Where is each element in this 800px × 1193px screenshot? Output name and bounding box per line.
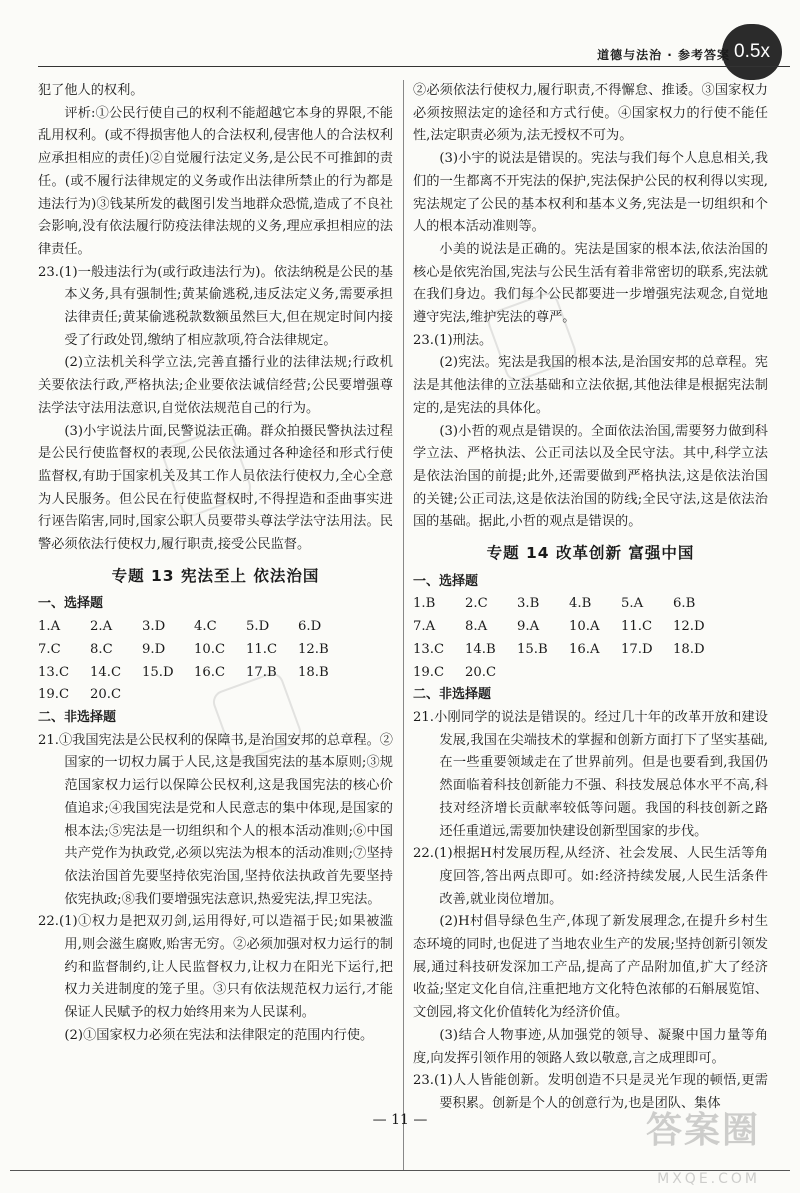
paragraph: (3)小哲的观点是错误的。全面依法治国,需要努力做到科学立法、严格执法、公正司法以及全民守法。其中,科学立法是依法治国的前提;此外,还需要做到严格执法,这是依法治国的关键;公正司法,这是依法治国的防线;全民守法,这是依法治国的基础。据此,小哲的观点是错误的。 [413, 423, 768, 530]
answer-list [413, 593, 768, 684]
answer-item: 12.B [298, 641, 329, 657]
paragraph: (2)宪法。宪法是我国的根本法,是治国安邦的总章程。宪法是其他法律的立法基础和立法依据,其他法律是根据宪法制定的,是宪法的具体化。 [413, 355, 768, 416]
paragraph: 评析:①公民行使自己的权利不能超越它本身的界限,不能乱用权利。(或不得损害他人的合法权利,侵害他人的合法权利应承担相应的责任)②自觉履行法定义务,是公民不可推卸的责任。(或不履行法律规定的义务或作出法律所禁止的行为都是违法行为)③钱某所发的截图引发当地群众恐慌,造成了不良社会影响,没有依法履行防疫法律法规的义务,理应承担相应的法律责任。 [38, 105, 393, 257]
answer-item: 8.A [465, 619, 488, 635]
answer-item: 19.C [413, 664, 445, 680]
watermark-logo: 答案圈 [645, 1110, 760, 1151]
answer-item: 16.A [569, 641, 600, 657]
column-divider [403, 80, 404, 1170]
answer-item: 16.C [194, 664, 226, 680]
answer-item: 4.C [194, 619, 217, 635]
answer-item: 6.D [298, 619, 322, 635]
watermark-url: MXQE.COM [657, 1171, 760, 1187]
subsection-title: 一、选择题 [38, 596, 104, 612]
paragraph: 23.(1)刑法。 [413, 332, 493, 348]
paragraph: 23.(1)人人皆能创新。发明创造不只是灵光乍现的顿悟,更需要积累。创新是个人的创意行为,也是团队、集体 [413, 1073, 768, 1111]
answer-item: 17.B [246, 664, 277, 680]
answer-item: 19.C [38, 687, 70, 703]
subsection-title: 二、非选择题 [38, 709, 117, 725]
answer-item: 7.A [413, 619, 436, 635]
playback-speed-badge[interactable]: 0.5x [722, 24, 782, 80]
answer-item: 4.B [569, 596, 592, 612]
section-title: 专题 13 宪法至上 依法治国 [111, 566, 320, 585]
answer-item: 3.B [517, 596, 540, 612]
answer-item: 14.C [90, 664, 122, 680]
paragraph: 22.(1)①权力是把双刃剑,运用得好,可以造福于民;如果被滥用,则会滋生腐败,贻害无穷。②必须加强对权力运行的制约和监督制约,让人民监督权力,让权力在阳光下运行,把权力关进制度的笼子里。③只有依法规范权力运行,才能保证人民赋予的权力始终用来为人民谋利。 [38, 914, 393, 1021]
right-column [413, 80, 768, 1116]
answer-item: 15.D [142, 664, 174, 680]
answer-item: 3.D [142, 619, 166, 635]
answer-item: 17.D [621, 641, 653, 657]
header-rule [38, 66, 790, 67]
answer-item: 13.C [413, 641, 445, 657]
paragraph: (3)小宇说法片面,民警说法正确。群众拍摄民警执法过程是公民行使监督权的表现,公民依法通过各种途径和形式行使监督权,有助于国家机关及其工作人员依法行使权力,全心全意为人民服务。但公民在行使监督权时,不得捏造和歪曲事实进行诬告陷害,同时,国家公职人员要带头尊法学法守法用法。民警必须依法行使权力,履行职责,接受公民监督。 [38, 423, 393, 553]
paragraph: 21.小刚同学的说法是错误的。经过几十年的改革开放和建设发展,我国在尖端技术的掌握和创新方面打下了坚实基础,在一些重要领域走在了世界前列。但是也要看到,我国仍然面临着科技创新能力不强、科技发展总体水平不高,科技对经济增长贡献率较低等问题。我国的科技创新之路还任重道远,需要加快建设创新型国家的步伐。 [413, 709, 768, 839]
page-header-title: 道德与法治 · 参考答案 [597, 48, 730, 62]
answer-list [38, 616, 393, 707]
page-number: — 11 — [372, 1112, 428, 1128]
paragraph: 21.①我国宪法是公民权利的保障书,是治国安邦的总章程。②国家的一切权力属于人民,这是我国宪法的基本原则;③规范国家权力运行以保障公民权利,这是我国宪法的核心价值追求;④我国宪法是党和人民意志的集中体现,是国家的根本法;⑤宪法是一切组织和个人的根本活动准则;⑥中国共产党作为执政党,必须以宪法为根本的活动准则;⑦坚持依法治国首先要坚持依宪治国,坚持依法执政首先要坚持依宪执政;⑧我们要增强宪法意识,热爱宪法,捍卫宪法。 [38, 732, 393, 907]
answer-item: 8.C [90, 641, 113, 657]
answer-item: 13.C [38, 664, 70, 680]
subsection-title: 二、非选择题 [413, 687, 492, 703]
answer-item: 2.C [465, 596, 488, 612]
answer-item: 1.A [38, 619, 61, 635]
paragraph: 23.(1)一般违法行为(或行政违法行为)。依法纳税是公民的基本义务,具有强制性;黄某偷逃税,违反法定义务,需要承担法律责任;黄某偷逃税款数额虽然巨大,但在规定时间内接受了行政处罚,缴纳了相应款项,符合法律规定。 [38, 264, 393, 348]
paragraph: 犯了他人的权利。 [38, 83, 144, 98]
answer-item: 18.D [673, 641, 705, 657]
answer-item: 15.B [517, 641, 548, 657]
answer-item: 2.A [90, 619, 113, 635]
paragraph: (2)①国家权力必须在宪法和法律限定的范围内行使。 [64, 1027, 374, 1043]
answer-item: 5.D [246, 619, 270, 635]
answer-item: 20.C [90, 687, 122, 703]
answer-item: 12.D [673, 619, 705, 635]
section-title: 专题 14 改革创新 富强中国 [486, 544, 695, 563]
paragraph: (3)结合人物事迹,从加强党的领导、凝聚中国力量等角度,向发挥引领作用的领路人致以敬意,言之成理即可。 [413, 1027, 768, 1066]
answer-item: 14.B [465, 641, 496, 657]
answer-item: 1.B [413, 596, 436, 612]
answer-item: 20.C [465, 664, 497, 680]
answer-item: 9.D [142, 641, 166, 657]
answer-item: 5.A [621, 596, 644, 612]
answer-item: 11.C [621, 619, 653, 635]
answer-item: 18.B [298, 664, 329, 680]
answer-item: 7.C [38, 641, 61, 657]
paragraph: ②必须依法行使权力,履行职责,不得懈怠、推诿。③国家权力必须按照法定的途径和方式行使。④国家权力的行使不能任性,法定职责必须为,法无授权不可为。 [413, 83, 768, 144]
paragraph: (3)小宇的说法是错误的。宪法与我们每个人息息相关,我们的一生都离不开宪法的保护,宪法保护公民的权利得以实现,宪法规定了公民的基本权利和基本义务,宪法是一切组织和个人的根本活动准则等。 [413, 151, 768, 235]
left-column [38, 80, 393, 1048]
paragraph: 22.(1)根据H村发展历程,从经济、社会发展、人民生活等角度回答,答出两点即可。如:经济持续发展,人民生活条件改善,就业岗位增加。 [413, 846, 768, 907]
subsection-title: 一、选择题 [413, 573, 479, 589]
answer-item: 6.B [673, 596, 696, 612]
answer-item: 10.A [569, 619, 600, 635]
answer-item: 9.A [517, 619, 540, 635]
paragraph: (2)H村倡导绿色生产,体现了新发展理念,在提升乡村生态环境的同时,也促进了当地农业生产的发展;坚持创新引领发展,通过科技研发深加工产品,提高了产品附加值,扩大了经济收益;坚定文化自信,注重把地方文化特色浓郁的石斛展览馆、文创园,将文化价值转化为经济价值。 [413, 914, 768, 1021]
answer-item: 11.C [246, 641, 278, 657]
paragraph: (2)立法机关科学立法,完善直播行业的法律法规;行政机关要依法行政,严格执法;企业要依法诚信经营;公民要增强尊法学法守法用法意识,自觉依法规范自己的行为。 [38, 355, 393, 416]
answer-item: 10.C [194, 641, 226, 657]
paragraph: 小美的说法是正确的。宪法是国家的根本法,依法治国的核心是依宪治国,宪法与公民生活有着非常密切的联系,宪法就在我们身边。我们每个公民都要进一步增强宪法观念,自觉地遵守宪法,维护宪法的尊严。 [413, 241, 768, 326]
